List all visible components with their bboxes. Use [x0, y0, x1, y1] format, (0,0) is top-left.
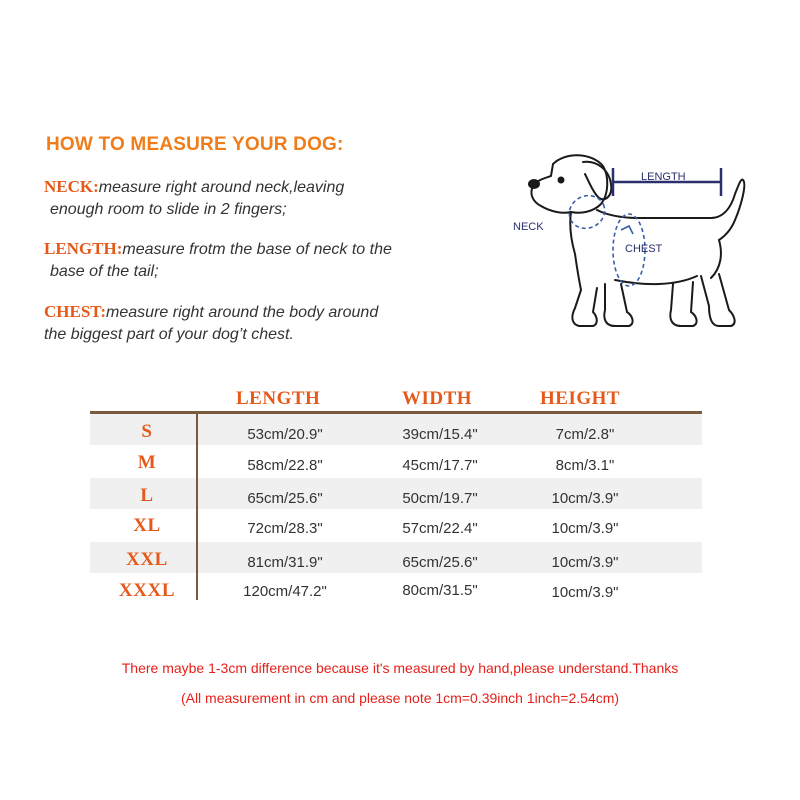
neck-diagram-label: NECK [513, 221, 544, 233]
size-label: XXXL [118, 580, 176, 601]
height-cell: 10cm/3.9" [551, 520, 619, 537]
length-cell: 65cm/25.6" [247, 490, 323, 507]
length-cell: 72cm/28.3" [247, 520, 323, 537]
size-label: M [137, 452, 157, 473]
difference-note: There maybe 1-3cm difference because it's measured by hand,please understand.Thanks [121, 660, 679, 676]
width-cell: 39cm/15.4" [402, 426, 478, 443]
dog-nose [528, 179, 540, 189]
length-label: LENGTH: [44, 239, 123, 258]
header-length: LENGTH [236, 388, 321, 409]
height-cell: 8cm/3.1" [555, 457, 615, 474]
width-cell: 65cm/25.6" [402, 554, 478, 571]
neck-instruction [44, 176, 474, 221]
length-text-line1: measure frotm the base of neck to the [122, 241, 392, 258]
neck-label: NECK: [44, 177, 99, 196]
chest-instruction [44, 301, 474, 346]
size-label: XL [133, 515, 161, 536]
header-width: WIDTH [402, 388, 473, 409]
chest-text-line1: measure right around the body around [106, 304, 379, 321]
chest-diagram-label: CHEST [625, 243, 663, 255]
length-cell: 81cm/31.9" [247, 554, 323, 571]
neck-text-line2: enough room to slide in 2 fingers; [50, 201, 287, 218]
size-label: XXL [126, 549, 168, 570]
dog-measurement-diagram [505, 150, 765, 345]
width-cell: 50cm/19.7" [402, 490, 478, 507]
height-cell: 10cm/3.9" [551, 554, 619, 571]
chest-label: CHEST: [44, 302, 107, 321]
length-instruction [44, 238, 474, 283]
length-cell: 58cm/22.8" [247, 457, 323, 474]
size-label: L [140, 485, 154, 506]
width-cell: 45cm/17.7" [402, 457, 478, 474]
height-cell: 7cm/2.8" [555, 426, 615, 443]
height-cell: 10cm/3.9" [551, 490, 619, 507]
chest-text-line2: the biggest part of your dog’t chest. [44, 326, 294, 343]
length-diagram-label: LENGTH [641, 171, 686, 183]
page-title: HOW TO MEASURE YOUR DOG: [46, 134, 344, 155]
width-cell: 57cm/22.4" [402, 520, 478, 537]
dog-eye [558, 177, 565, 184]
size-label: S [141, 421, 153, 442]
conversion-note: (All measurement in cm and please note 1cm=0.39inch 1inch=2.54cm) [180, 690, 620, 706]
chest-arrow-icon [621, 226, 633, 234]
width-cell: 80cm/31.5" [402, 582, 478, 599]
length-cell: 53cm/20.9" [247, 426, 323, 443]
table-top-divider [90, 411, 702, 414]
length-cell: 120cm/47.2" [243, 583, 327, 600]
header-height: HEIGHT [540, 388, 621, 409]
neck-text-line1: measure right around neck,leaving [98, 179, 345, 196]
height-cell: 10cm/3.9" [551, 584, 619, 601]
length-text-line2: base of the tail; [50, 263, 159, 280]
